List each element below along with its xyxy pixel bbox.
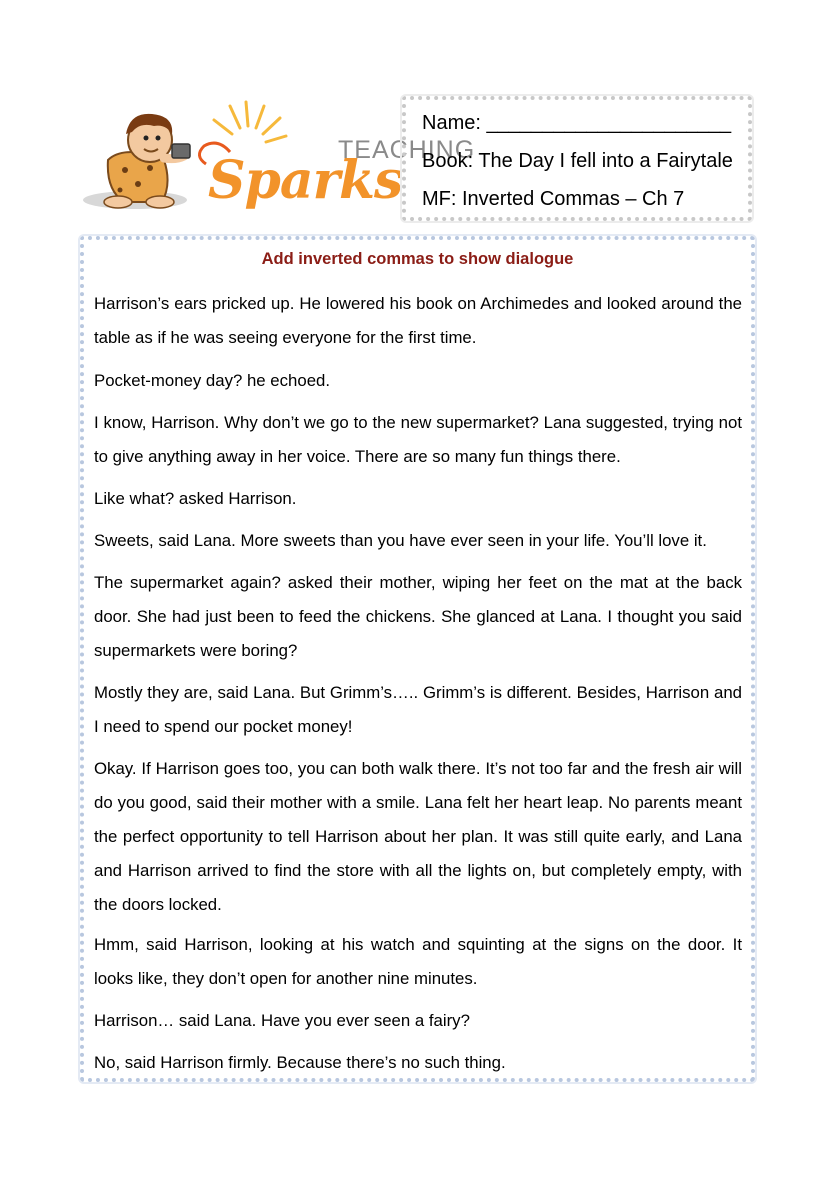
- paragraph: No, said Harrison firmly. Because there’s no such thing.: [94, 1053, 506, 1072]
- paragraph: Okay. If Harrison goes too, you can both walk there. It’s not too far and the fresh air will do you good, said their mother with a smile. Lana felt her heart leap. No parents meant the perfect opportunity to tell Harrison about her plan. It was still quite early, and Lana and Harrison arrived to find the store with all the lights on, but completely empty, with the doors locked.: [94, 759, 742, 914]
- paragraph: Harrison’s ears pricked up. He lowered his book on Archimedes and looked around the table as if he was seeing everyone for the first time.: [94, 294, 742, 347]
- teaching-sparks-logo: [80, 98, 476, 216]
- paragraph: Harrison… said Lana. Have you ever seen a fairy?: [94, 1011, 470, 1030]
- paragraph: The supermarket again? asked their mother, wiping her feet on the mat at the back door. She had just been to feed the chickens. She glanced at Lana. I thought you said supermarkets were boring?: [94, 573, 742, 660]
- worksheet-box: [80, 236, 755, 1082]
- focus-label: MF: Inverted Commas – Ch 7: [422, 188, 685, 210]
- name-field-label[interactable]: Name: ______________________: [422, 112, 732, 134]
- paragraph: Mostly they are, said Lana. But Grimm’s….. Grimm’s is different. Besides, Harrison and I need to spend our pocket money!: [94, 683, 742, 736]
- logo-sparks-text: Sparks: [208, 150, 403, 211]
- student-info-box: [402, 96, 752, 221]
- book-title-label: Book: The Day I fell into a Fairytale: [422, 150, 733, 172]
- paragraph: Like what? asked Harrison.: [94, 489, 297, 508]
- paragraph: Pocket-money day? he echoed.: [94, 371, 331, 390]
- paragraph: I know, Harrison. Why don’t we go to the new supermarket? Lana suggested, trying not to give anything away in her voice. There are so many fun things there.: [94, 413, 742, 466]
- paragraph: Sweets, said Lana. More sweets than you have ever seen in your life. You’ll love it.: [94, 531, 707, 550]
- worksheet-instruction: Add inverted commas to show dialogue: [261, 250, 574, 268]
- paragraph: Hmm, said Harrison, looking at his watch and squinting at the signs on the door. It looks like, they don’t open for another nine minutes.: [94, 935, 742, 988]
- logo-teaching-text: TEACHING: [338, 136, 476, 164]
